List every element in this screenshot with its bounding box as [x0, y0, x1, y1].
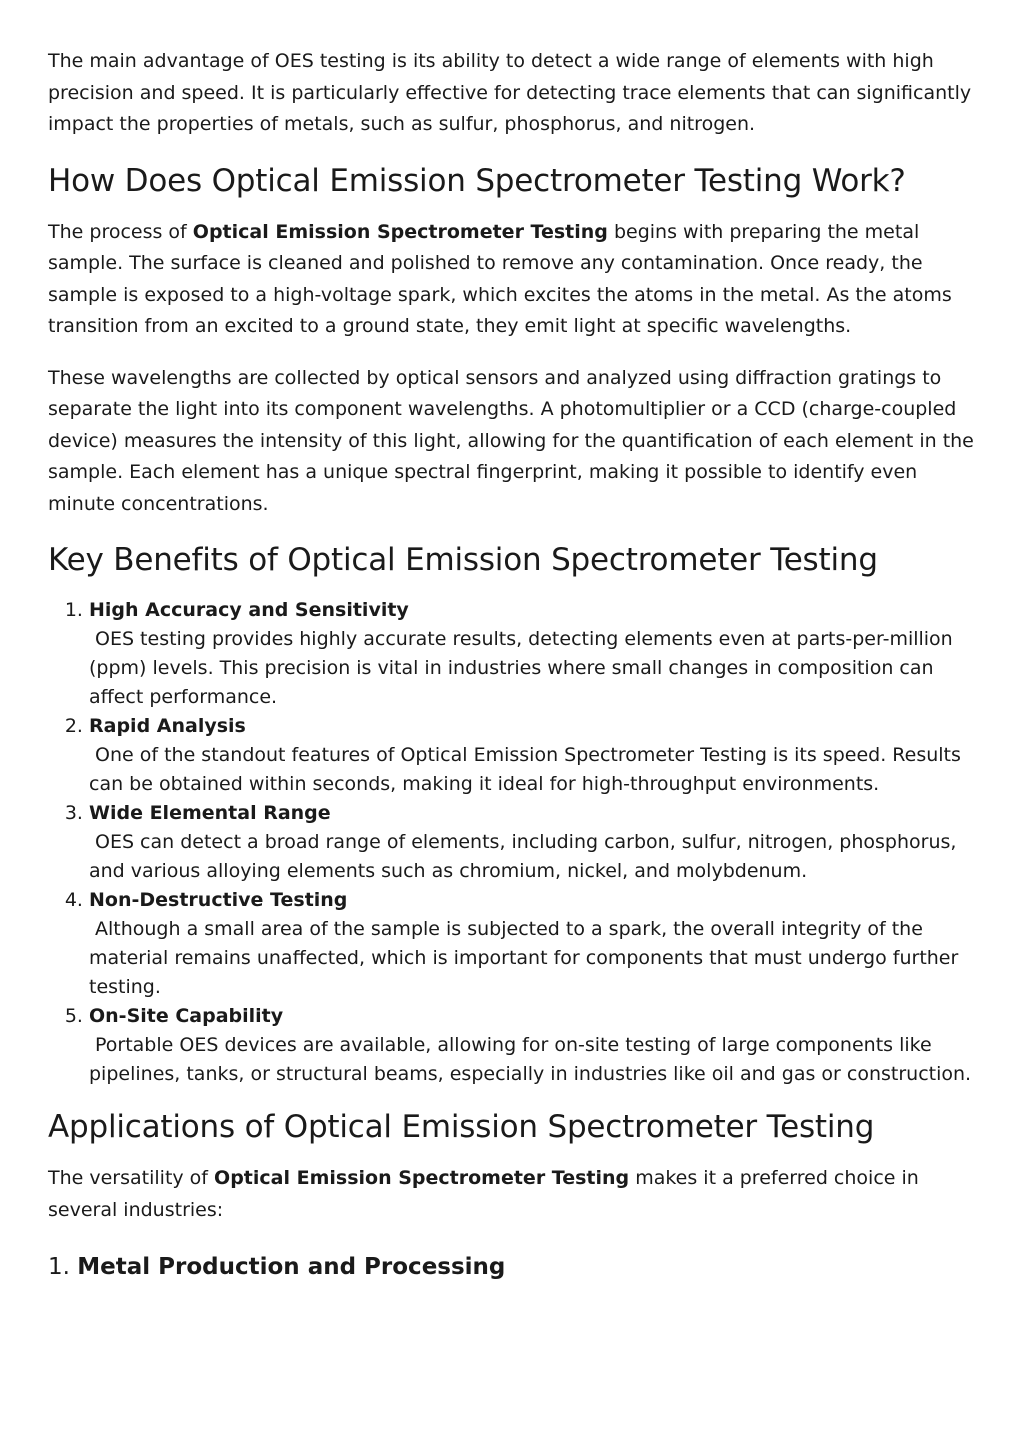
benefit-description: One of the standout features of Optical Emission Spectrometer Testing is its speed. Results can be obtained within seconds, making it ideal for high-throughput environments. [89, 744, 961, 795]
benefits-heading: Key Benefits of Optical Emission Spectrometer Testing [48, 542, 878, 578]
benefit-description: Although a small area of the sample is subjected to a spark, the overall integrity of the material remains unaffected, which is important for components that must undergo further testing. [89, 918, 959, 998]
application-subheading [48, 1252, 978, 1282]
list-item [89, 596, 978, 712]
benefit-description: OES can detect a broad range of elements, including carbon, sulfur, nitrogen, phosphorus, and various alloying elements such as chromium, nickel, and molybdenum. [89, 831, 957, 882]
process-text-end: begins with preparing the metal sample. The surface is cleaned and polished to remove any contamination. Once ready, the sample is exposed to a high-voltage spark, which excites the atoms in the metal. As the atoms transition from an excited to a ground state, they emit light at specific wavelengths. [48, 220, 952, 337]
process-bold-term: Optical Emission Spectrometer Testing [192, 220, 608, 243]
benefit-title: 3. Wide Elemental Range [89, 802, 331, 824]
benefits-list [48, 596, 978, 1089]
list-item [89, 799, 978, 886]
process-paragraph [48, 217, 978, 343]
benefit-title: 5. On-Site Capability [89, 1005, 284, 1027]
how-it-works-heading: How Does Optical Emission Spectrometer Testing Work? [48, 162, 906, 199]
benefit-title: 2. Rapid Analysis [89, 715, 246, 737]
intro-paragraph: The main advantage of OES testing is its ability to detect a wide range of elements with high precision and speed. It is particularly effective for detecting trace elements that can significantly impact the properties of metals, such as sulfur, phosphorus, and nitrogen. [48, 50, 972, 135]
subheading-title: Metal Production and Processing [77, 1254, 506, 1280]
wavelengths-paragraph: These wavelengths are collected by optical sensors and analyzed using diffraction gratings to separate the light into its component wavelengths. A photomultiplier or a CCD (charge-coupled device) measures the intensity of this light, allowing for the quantification of each element in the sample. Each element has a unique spectral fingerprint, making it possible to identify even minute concentrations. [48, 366, 974, 515]
applications-bold-term: Optical Emission Spectrometer Testing [214, 1167, 630, 1189]
benefit-title: 4. Non-Destructive Testing [89, 889, 348, 911]
benefit-description: OES testing provides highly accurate results, detecting elements even at parts-per-million (ppm) levels. This precision is vital in industries where small changes in composition can affect performance. [89, 628, 953, 708]
applications-paragraph [48, 1163, 978, 1226]
applications-heading: Applications of Optical Emission Spectrometer Testing [48, 1109, 875, 1145]
process-text-start: The process of [48, 220, 193, 243]
benefit-description: Portable OES devices are available, allowing for on-site testing of large components like pipelines, tanks, or structural beams, especially in industries like oil and gas or construction. [89, 1034, 972, 1085]
benefit-title: 1. High Accuracy and Sensitivity [89, 599, 409, 621]
applications-text-end: makes it a preferred choice in several industries: [48, 1167, 919, 1221]
subheading-number: 1. [48, 1254, 70, 1280]
applications-text-start: The versatility of [48, 1167, 215, 1189]
list-item [89, 886, 978, 1002]
document-page [48, 46, 978, 1282]
list-item [89, 1002, 978, 1089]
list-item [89, 712, 978, 799]
